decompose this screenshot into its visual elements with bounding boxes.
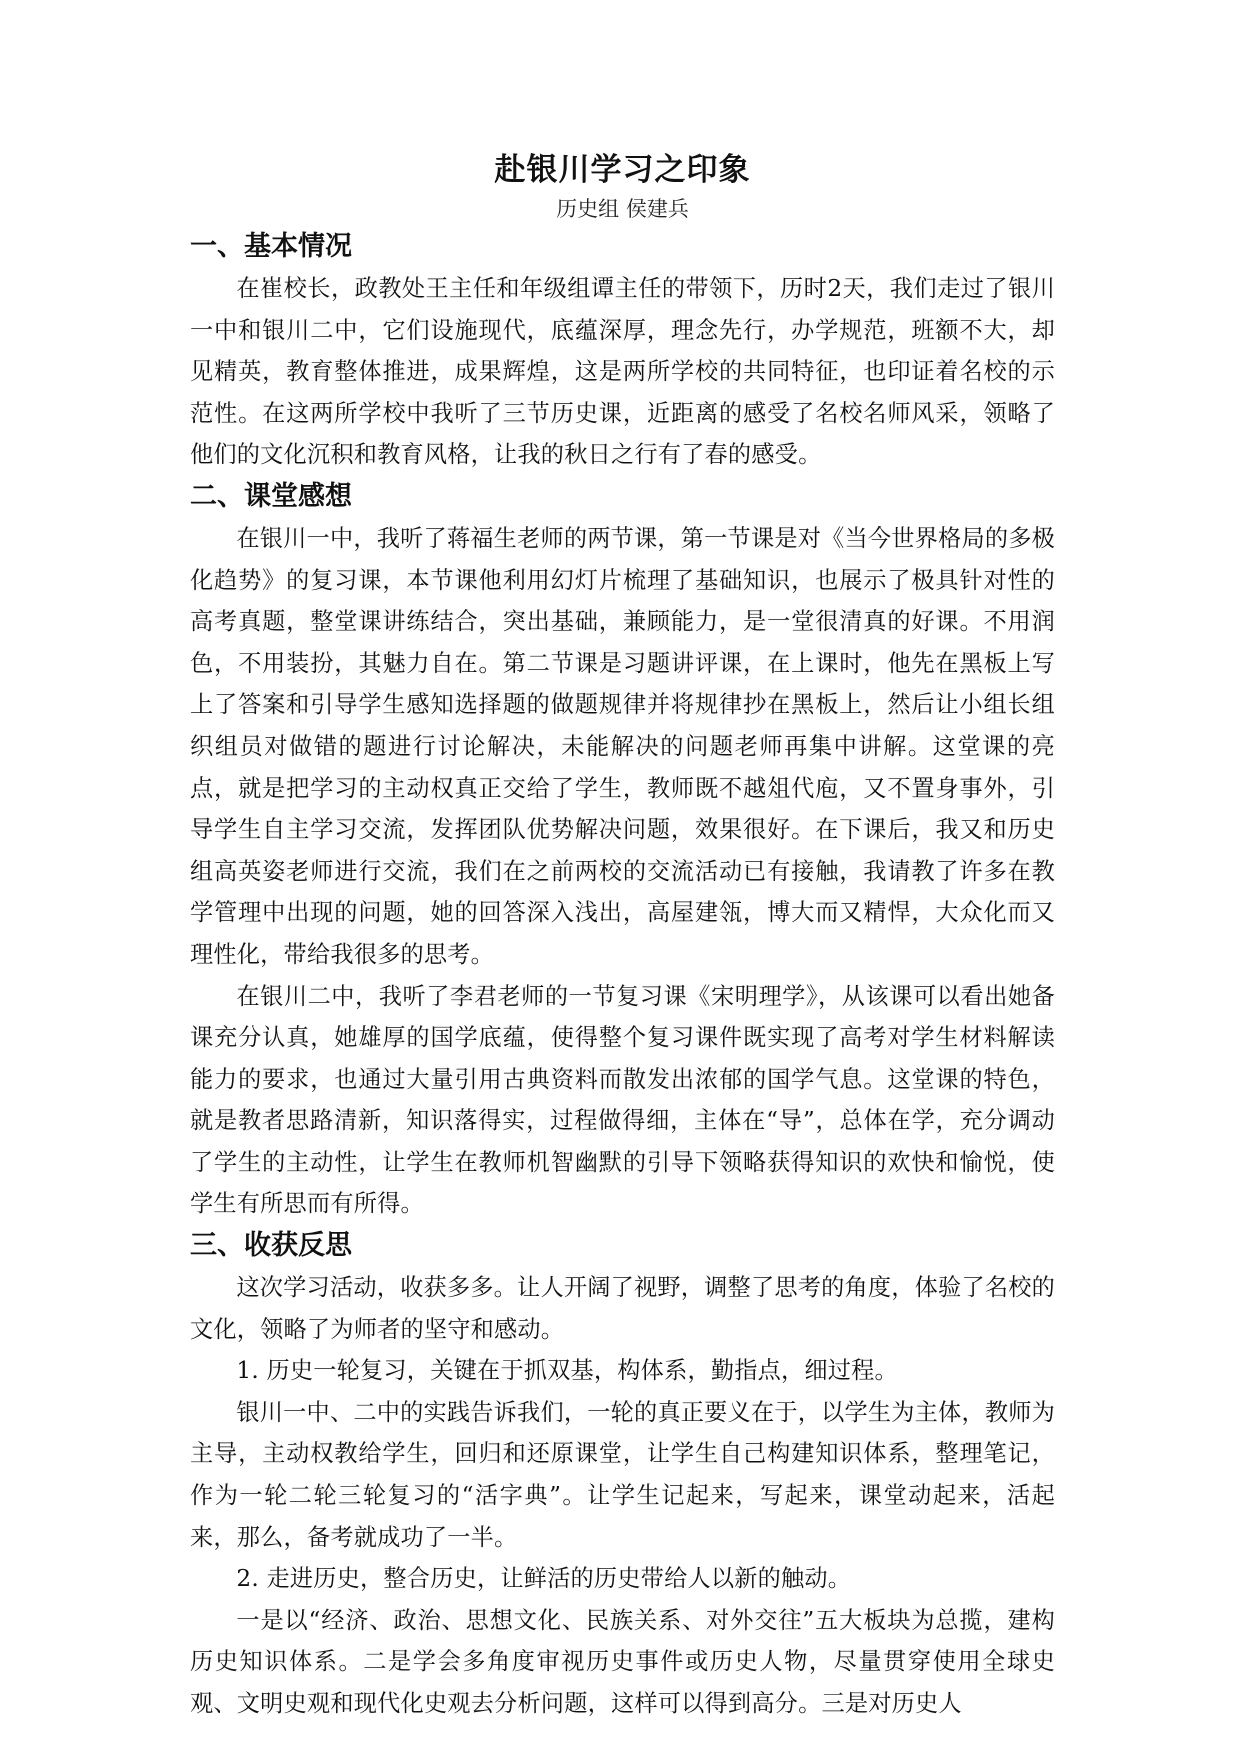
- numbered-point: 1. 历史一轮复习，关键在于抓双基，构体系，勤指点，细过程。: [236, 1357, 898, 1385]
- paragraph: 银川一中、二中的实践告诉我们，一轮的真正要义在于，以学生为主体，教师为主导，主动权教给学生，回归和还原课堂，让学生自己构建知识体系，整理笔记，作为一轮二轮三轮复习的“活字典”。让学生记起来，写起来，课堂动起来，活起来，那么，备考就成功了一半。: [190, 1398, 1055, 1551]
- document-page: [190, 140, 1055, 1725]
- section-heading: 一、基本情况: [190, 231, 352, 262]
- section-heading: 三、收获反思: [190, 1230, 352, 1262]
- paragraph: 在银川一中，我听了蒋福生老师的两节课，第一节课是对《当今世界格局的多极化趋势》的复习课，本节课他利用幻灯片梳理了基础知识，也展示了极具针对性的高考真题，整堂课讲练结合，突出基础，兼顾能力，是一堂很清真的好课。不用润色，不用装扮，其魅力自在。第二节课是习题讲评课，在上课时，他先在黑板上写上了答案和引导学生感知选择题的做题规律并将规律抄在黑板上，然后让小组长组织组员对做错的题进行讨论解决，未能解决的问题老师再集中讲解。这堂课的亮点，就是把学习的主动权真正交给了学生，教师既不越俎代庖，又不置身事外，引导学生自主学习交流，发挥团队优势解决问题，效果很好。在下课后，我又和历史组高英姿老师进行交流，我们在之前两校的交流活动已有接触，我请教了许多在教学管理中出现的问题，她的回答深入浅出，高屋建瓴，博大而又精悍，大众化而又理性化，带给我很多的思考。: [190, 524, 1055, 968]
- author-line: 历史组 侯建兵: [556, 197, 689, 221]
- paragraph: 在崔校长，政教处王主任和年级组谭主任的带领下，历时2天，我们走过了银川一中和银川二中，它们设施现代，底蕴深厚，理念先行，办学规范，班额不大，却见精英，教育整体推进，成果辉煌，这是两所学校的共同特征，也印证着名校的示范性。在这两所学校中我听了三节历史课，近距离的感受了名校名师风采，领略了他们的文化沉积和教育风格，让我的秋日之行有了春的感受。: [190, 275, 1055, 469]
- document-title: 赴银川学习之印象: [494, 152, 751, 188]
- numbered-point: 2. 走进历史，整合历史，让鲜活的历史带给人以新的触动。: [236, 1565, 852, 1593]
- paragraph: 在银川二中，我听了李君老师的一节复习课《宋明理学》，从该课可以看出她备课充分认真，她雄厚的国学底蕴，使得整个复习课件既实现了高考对学生材料解读能力的要求，也通过大量引用古典资料而散发出浓郁的国学气息。这堂课的特色，就是教者思路清新，知识落得实，过程做得细，主体在“导”，总体在学，充分调动了学生的主动性，让学生在教师机智幽默的引导下领略获得知识的欢快和愉悦，使学生有所思而有所得。: [190, 982, 1055, 1218]
- section-gains-reflection: [190, 1225, 1055, 1725]
- section-heading: 二、课堂感想: [190, 480, 352, 512]
- paragraph: 一是以“经济、政治、思想文化、民族关系、对外交往”五大板块为总揽，建构历史知识体系。二是学会多角度审视历史事件或历史人物，尽量贯穿使用全球史观、文明史观和现代化史观去分析问题，这样可以得到高分。三是对历史人: [190, 1606, 1055, 1717]
- section-classroom-thoughts: [190, 476, 1055, 1225]
- section-basic-situation: [190, 226, 1055, 476]
- paragraph: 这次学习活动，收获多多。让人开阔了视野，调整了思考的角度，体验了名校的文化，领略了为师者的坚守和感动。: [190, 1274, 1055, 1343]
